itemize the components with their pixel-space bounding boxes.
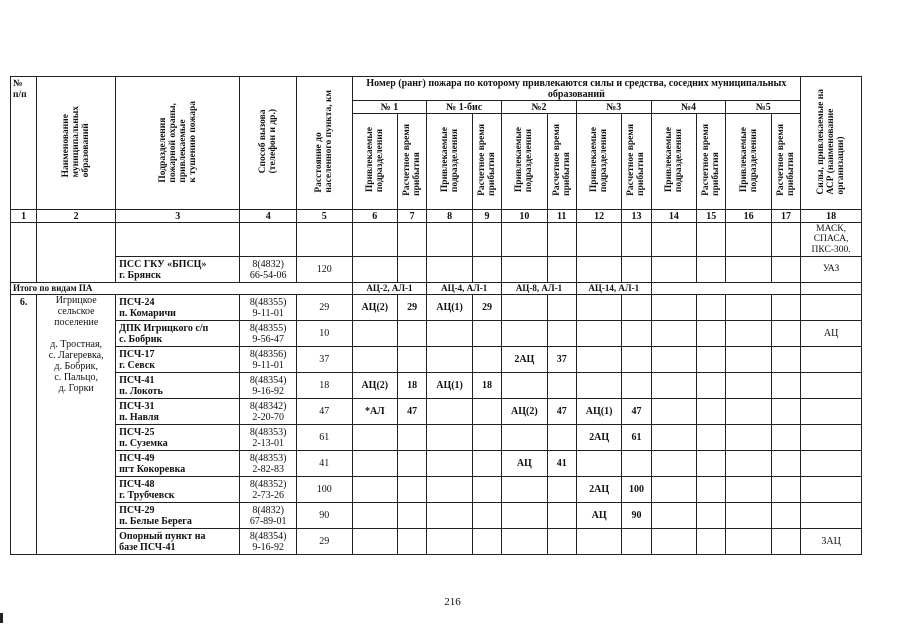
table-row — [11, 295, 862, 321]
header-sub-time — [547, 114, 576, 210]
column-number: 14 — [651, 210, 696, 223]
rank-cell — [352, 223, 397, 257]
distance-km: 29 — [296, 529, 352, 555]
header-units-text: Подразделения пожарной охраны, привлекаемые к тушению пожара — [157, 100, 198, 183]
call-phone: 8(48353) 2-13-01 — [240, 425, 297, 451]
rank-cell — [771, 373, 800, 399]
rank-cell — [771, 223, 800, 257]
rank-cell — [726, 451, 771, 477]
header-sub-units-text: Привлекаемые подразделения — [364, 127, 385, 193]
rank-cell — [622, 257, 651, 283]
rank-cell — [726, 529, 771, 555]
rank-cell — [576, 223, 621, 257]
rank-cell: АЦ — [576, 503, 621, 529]
column-number: 9 — [472, 210, 501, 223]
rank-cell — [726, 373, 771, 399]
rank-cell — [352, 477, 397, 503]
rank-cell — [427, 321, 472, 347]
column-number: 6 — [352, 210, 397, 223]
column-number: 18 — [801, 210, 862, 223]
call-phone: 8(48342) 2-20-70 — [240, 399, 297, 425]
rank-cell — [398, 503, 427, 529]
rank-cell — [697, 451, 726, 477]
rank-cell — [547, 529, 576, 555]
header-sub-time-text: Расчетное время прибытия — [776, 124, 797, 196]
rank-cell — [651, 451, 696, 477]
column-number: 17 — [771, 210, 800, 223]
header-sub-time — [622, 114, 651, 210]
asr-forces: 3АЦ — [801, 529, 862, 555]
rank-cell — [472, 503, 501, 529]
rank-cell — [651, 425, 696, 451]
rank-cell — [547, 223, 576, 257]
asr-forces — [801, 425, 862, 451]
rank-cell — [472, 321, 501, 347]
rank-cell — [398, 223, 427, 257]
unit-name: ПСС ГКУ «БПСЦ» г. Брянск — [116, 257, 240, 283]
column-number: 15 — [697, 210, 726, 223]
header-sub-units — [352, 114, 397, 210]
rank-cell: АЦ(1) — [576, 399, 621, 425]
rank-cell: 18 — [472, 373, 501, 399]
rank-cell — [726, 295, 771, 321]
rank-cell — [726, 321, 771, 347]
table-row — [11, 373, 862, 399]
header-asr-forces-text: Силы, привлекаемые на АСР (наименование организации) — [816, 88, 847, 195]
table-row — [11, 503, 862, 529]
header-rank: № 1-бис — [427, 101, 502, 114]
rank-cell — [472, 425, 501, 451]
header-sub-time-text: Расчетное время прибытия — [551, 124, 572, 196]
call-phone: 8(48355) 9-11-01 — [240, 295, 297, 321]
table-row — [11, 347, 862, 373]
column-number: 1 — [11, 210, 37, 223]
rank-cell — [697, 373, 726, 399]
rank-cell — [726, 503, 771, 529]
header-rank: №3 — [576, 101, 651, 114]
rank-cell: 47 — [547, 399, 576, 425]
rank-cell — [771, 451, 800, 477]
distance-km: 90 — [296, 503, 352, 529]
header-municipality-text: Наименование муниципальных образований — [61, 105, 92, 178]
totals-value: АЦ-2, АЛ-1 — [352, 283, 427, 295]
rank-cell — [502, 529, 547, 555]
unit-name: ПСЧ-31 п. Навля — [116, 399, 240, 425]
rank-cell: АЦ(2) — [352, 295, 397, 321]
rank-cell — [547, 321, 576, 347]
header-municipality — [37, 77, 116, 210]
rank-cell — [472, 223, 501, 257]
call-phone: 8(4832) 67-89-01 — [240, 503, 297, 529]
header-sub-time — [398, 114, 427, 210]
rank-cell: АЦ(1) — [427, 373, 472, 399]
header-sub-time-text: Расчетное время прибытия — [402, 124, 423, 196]
rank-cell: 2АЦ — [576, 477, 621, 503]
rank-cell — [352, 503, 397, 529]
table-row — [11, 399, 862, 425]
unit-name: ПСЧ-25 п. Суземка — [116, 425, 240, 451]
rank-cell — [472, 347, 501, 373]
rank-cell — [427, 451, 472, 477]
rank-cell — [622, 295, 651, 321]
rank-cell — [427, 399, 472, 425]
rank-cell — [726, 223, 771, 257]
distance-km: 41 — [296, 451, 352, 477]
header-sub-units-text: Привлекаемые подразделения — [514, 127, 535, 193]
rank-cell — [547, 257, 576, 283]
distance-km: 18 — [296, 373, 352, 399]
header-sub-units-text: Привлекаемые подразделения — [439, 127, 460, 193]
fire-response-table — [10, 76, 862, 555]
rank-cell — [651, 223, 696, 257]
rank-cell — [726, 347, 771, 373]
header-sub-units — [576, 114, 621, 210]
rank-cell — [472, 451, 501, 477]
call-phone — [240, 223, 297, 257]
call-phone: 8(48355) 9-56-47 — [240, 321, 297, 347]
table-row — [11, 451, 862, 477]
header-sub-time — [472, 114, 501, 210]
rank-cell: 37 — [547, 347, 576, 373]
rank-cell — [352, 529, 397, 555]
rank-cell — [771, 399, 800, 425]
rank-cell — [398, 257, 427, 283]
column-number: 8 — [427, 210, 472, 223]
scan-edge-mark — [0, 613, 3, 623]
unit-name: ПСЧ-41 п. Локоть — [116, 373, 240, 399]
row-num — [11, 223, 37, 283]
rank-cell — [502, 295, 547, 321]
rank-cell — [576, 347, 621, 373]
rank-cell — [547, 295, 576, 321]
header-asr-forces — [801, 77, 862, 210]
rank-cell — [651, 347, 696, 373]
rank-cell: 41 — [547, 451, 576, 477]
rank-cell — [697, 295, 726, 321]
rank-cell — [398, 347, 427, 373]
table-row — [11, 257, 862, 283]
row-municipality — [37, 223, 116, 283]
rank-cell — [771, 503, 800, 529]
unit-name — [116, 223, 240, 257]
asr-forces — [801, 451, 862, 477]
rank-cell — [502, 477, 547, 503]
column-number: 13 — [622, 210, 651, 223]
call-phone: 8(48353) 2-82-83 — [240, 451, 297, 477]
unit-name: ПСЧ-17 г. Севск — [116, 347, 240, 373]
rank-cell — [622, 321, 651, 347]
rank-cell — [771, 321, 800, 347]
column-number: 16 — [726, 210, 771, 223]
rank-cell — [427, 347, 472, 373]
rank-cell: АЦ(2) — [502, 399, 547, 425]
header-sub-time-text: Расчетное время прибытия — [476, 124, 497, 196]
unit-name: ПСЧ-49 пгт Кокоревка — [116, 451, 240, 477]
header-sub-time — [771, 114, 800, 210]
rank-cell: АЦ(1) — [427, 295, 472, 321]
call-phone: 8(48352) 2-73-26 — [240, 477, 297, 503]
column-number: 7 — [398, 210, 427, 223]
rank-cell — [651, 257, 696, 283]
column-number: 12 — [576, 210, 621, 223]
totals-label: Итого по видам ПА — [11, 283, 353, 295]
asr-forces: МАСК, СПАСА, ПКС-300. — [801, 223, 862, 257]
unit-name: ДПК Игрицкого с/п с. Бобрик — [116, 321, 240, 347]
rank-cell — [651, 529, 696, 555]
header-row-1 — [11, 77, 862, 101]
call-phone: 8(48356) 9-11-01 — [240, 347, 297, 373]
rank-cell: 2АЦ — [576, 425, 621, 451]
rank-cell — [472, 477, 501, 503]
rank-cell — [771, 347, 800, 373]
header-sub-units-text: Привлекаемые подразделения — [738, 127, 759, 193]
asr-forces — [801, 347, 862, 373]
header-sub-units — [651, 114, 696, 210]
table-row — [11, 477, 862, 503]
distance-km — [296, 223, 352, 257]
rank-cell — [352, 257, 397, 283]
section-municipality: Игрицкое сельское поселение д. Тростная, с. Лагеревка, д. Бобрик, с. Пальцо, д. Горки — [37, 295, 116, 555]
rank-cell — [502, 503, 547, 529]
header-units — [116, 77, 240, 210]
header-call-method-text: Способ вызова (телефон и др.) — [258, 109, 279, 174]
rank-cell — [651, 373, 696, 399]
rank-cell: АЦ — [502, 451, 547, 477]
rank-cell — [427, 223, 472, 257]
rank-cell: 90 — [622, 503, 651, 529]
header-sub-units-text: Привлекаемые подразделения — [663, 127, 684, 193]
totals-value: АЦ-8, АЛ-1 — [502, 283, 577, 295]
rank-cell — [622, 451, 651, 477]
rank-cell: 100 — [622, 477, 651, 503]
header-rank: № 1 — [352, 101, 427, 114]
rank-cell — [427, 257, 472, 283]
distance-km: 120 — [296, 257, 352, 283]
rank-cell — [352, 347, 397, 373]
rank-cell — [427, 477, 472, 503]
rank-cell — [398, 321, 427, 347]
rank-cell — [547, 425, 576, 451]
rank-cell — [771, 257, 800, 283]
header-sub-time-text: Расчетное время прибытия — [626, 124, 647, 196]
header-sub-time-text: Расчетное время прибытия — [701, 124, 722, 196]
table-row — [11, 529, 862, 555]
header-distance — [296, 77, 352, 210]
column-number: 5 — [296, 210, 352, 223]
rank-cell — [502, 321, 547, 347]
rank-cell — [576, 451, 621, 477]
totals-row — [11, 283, 862, 295]
page-number: 216 — [444, 596, 461, 608]
rank-cell — [472, 529, 501, 555]
rank-cell — [502, 257, 547, 283]
asr-forces: УАЗ — [801, 257, 862, 283]
rank-cell: 29 — [398, 295, 427, 321]
rank-cell: *АЛ — [352, 399, 397, 425]
totals-value: АЦ-4, АЛ-1 — [427, 283, 502, 295]
header-rank: №2 — [502, 101, 577, 114]
rank-cell: 29 — [472, 295, 501, 321]
distance-km: 61 — [296, 425, 352, 451]
column-number: 3 — [116, 210, 240, 223]
rank-cell — [502, 425, 547, 451]
unit-name: ПСЧ-24 п. Комаричи — [116, 295, 240, 321]
rank-cell — [726, 257, 771, 283]
section-number: 6. — [11, 295, 37, 555]
header-distance-text: Расстояние до населенного пункта, км — [314, 90, 335, 193]
distance-km: 29 — [296, 295, 352, 321]
rank-cell — [576, 257, 621, 283]
asr-forces: АЦ — [801, 321, 862, 347]
rank-cell — [427, 425, 472, 451]
rank-cell — [622, 347, 651, 373]
call-phone: 8(48354) 9-16-92 — [240, 529, 297, 555]
rank-cell: 47 — [398, 399, 427, 425]
header-fire-rank-group: Номер (ранг) пожара по которому привлекаются силы и средства, соседних муниципальных образований — [352, 77, 801, 101]
rank-cell — [697, 321, 726, 347]
rank-cell: 18 — [398, 373, 427, 399]
header-sub-units-text: Привлекаемые подразделения — [589, 127, 610, 193]
unit-name: ПСЧ-29 п. Белые Берега — [116, 503, 240, 529]
rank-cell: 47 — [622, 399, 651, 425]
distance-km: 47 — [296, 399, 352, 425]
header-num: № п/п — [11, 77, 37, 210]
rank-cell — [472, 399, 501, 425]
distance-km: 10 — [296, 321, 352, 347]
rank-cell — [771, 477, 800, 503]
rank-cell: АЦ(2) — [352, 373, 397, 399]
rank-cell — [622, 529, 651, 555]
totals-empty — [651, 283, 801, 295]
totals-asr — [801, 283, 862, 295]
rank-cell — [697, 399, 726, 425]
rank-cell — [576, 373, 621, 399]
asr-forces — [801, 503, 862, 529]
column-number: 2 — [37, 210, 116, 223]
rank-cell — [726, 399, 771, 425]
header-sub-units — [427, 114, 472, 210]
rank-cell — [726, 425, 771, 451]
asr-forces — [801, 295, 862, 321]
rank-cell — [502, 373, 547, 399]
rank-cell — [697, 257, 726, 283]
rank-cell — [502, 223, 547, 257]
call-phone: 8(48354) 9-16-92 — [240, 373, 297, 399]
rank-cell — [622, 223, 651, 257]
rank-cell — [651, 399, 696, 425]
table-row — [11, 223, 862, 257]
rank-cell — [398, 477, 427, 503]
rank-cell — [697, 503, 726, 529]
header-rank: №4 — [651, 101, 726, 114]
rank-cell — [576, 321, 621, 347]
rank-cell — [547, 477, 576, 503]
rank-cell — [427, 529, 472, 555]
rank-cell — [547, 503, 576, 529]
header-sub-units — [726, 114, 771, 210]
rank-cell: 2АЦ — [502, 347, 547, 373]
rank-cell — [726, 477, 771, 503]
rank-cell — [576, 529, 621, 555]
header-sub-units — [502, 114, 547, 210]
rank-cell — [771, 295, 800, 321]
rank-cell — [427, 503, 472, 529]
header-rank: №5 — [726, 101, 801, 114]
rank-cell — [352, 425, 397, 451]
table-row — [11, 425, 862, 451]
unit-name: ПСЧ-48 г. Трубчевск — [116, 477, 240, 503]
rank-cell — [352, 451, 397, 477]
rank-cell — [651, 321, 696, 347]
rank-cell — [352, 321, 397, 347]
rank-cell — [697, 347, 726, 373]
header-call-method — [240, 77, 297, 210]
distance-km: 100 — [296, 477, 352, 503]
rank-cell — [771, 529, 800, 555]
column-number-row — [11, 210, 862, 223]
distance-km: 37 — [296, 347, 352, 373]
rank-cell — [576, 295, 621, 321]
column-number: 11 — [547, 210, 576, 223]
header-sub-time — [697, 114, 726, 210]
rank-cell — [697, 477, 726, 503]
asr-forces — [801, 477, 862, 503]
rank-cell — [398, 425, 427, 451]
rank-cell — [398, 451, 427, 477]
rank-cell — [697, 223, 726, 257]
asr-forces — [801, 373, 862, 399]
rank-cell: 61 — [622, 425, 651, 451]
rank-cell — [398, 529, 427, 555]
rank-cell — [651, 295, 696, 321]
rank-cell — [771, 425, 800, 451]
rank-cell — [547, 373, 576, 399]
table-row — [11, 321, 862, 347]
totals-value: АЦ-14, АЛ-1 — [576, 283, 651, 295]
rank-cell — [697, 425, 726, 451]
rank-cell — [622, 373, 651, 399]
column-number: 4 — [240, 210, 297, 223]
rank-cell — [651, 477, 696, 503]
column-number: 10 — [502, 210, 547, 223]
rank-cell — [651, 503, 696, 529]
rank-cell — [697, 529, 726, 555]
unit-name: Опорный пункт на базе ПСЧ-41 — [116, 529, 240, 555]
rank-cell — [472, 257, 501, 283]
call-phone: 8(4832) 66-54-06 — [240, 257, 297, 283]
asr-forces — [801, 399, 862, 425]
